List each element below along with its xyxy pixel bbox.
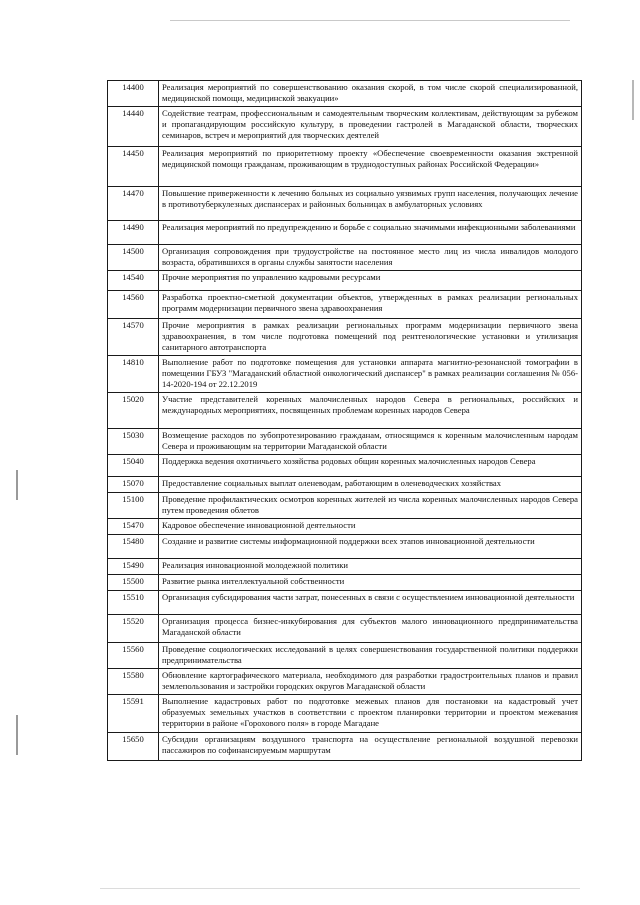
row-code-cell: 14560: [108, 291, 159, 319]
row-description-cell: Реализация мероприятий по предупреждению и борьбе с социально значимыми инфекционными заболеваниями: [159, 221, 582, 245]
row-code-cell: 15650: [108, 733, 159, 761]
row-description-cell: Реализация мероприятий по приоритетному проекту «Обеспечение своевременности оказания экстренной медицинской помощи гражданам, проживающим в труднодоступных районах Российской Федерации»: [159, 147, 582, 187]
table-row: [108, 493, 582, 519]
table-row: [108, 615, 582, 643]
table-row: [108, 356, 582, 393]
scan-artifact-left-edge: [16, 470, 18, 500]
table-row: [108, 477, 582, 493]
table-row: [108, 643, 582, 669]
row-description-cell: Проведение социологических исследований в целях совершенствования государственной политики поддержки предпринимательства: [159, 643, 582, 669]
row-code-cell: 15510: [108, 591, 159, 615]
row-description-cell: Кадровое обеспечение инновационной деятельности: [159, 519, 582, 535]
row-code-cell: 15030: [108, 429, 159, 455]
row-description-cell: Реализация инновационной молодежной политики: [159, 559, 582, 575]
row-code-cell: 14490: [108, 221, 159, 245]
table-row: [108, 221, 582, 245]
row-code-cell: 15070: [108, 477, 159, 493]
row-code-cell: 15580: [108, 669, 159, 695]
scan-artifact-bottom-line: [100, 888, 580, 889]
row-code-cell: 14540: [108, 271, 159, 291]
table-row: [108, 455, 582, 477]
row-description-cell: Выполнение работ по подготовке помещения для установки аппарата магнитно-резонансной томографии в помещении ГБУЗ "Магаданский областной онкологический диспансер" в рамках реализации соглашения № 056-14-2020-194 от 22.12.2019: [159, 356, 582, 393]
table-row: [108, 291, 582, 319]
table-row: [108, 271, 582, 291]
row-code-cell: 14500: [108, 245, 159, 271]
table-row: [108, 187, 582, 221]
table-row: [108, 81, 582, 107]
row-description-cell: Создание и развитие системы информационной поддержки всех этапов инновационной деятельности: [159, 535, 582, 559]
row-description-cell: Выполнение кадастровых работ по подготовке межевых планов для постановки на кадастровый учет образуемых земельных участков в соответствии с проектом планировки территории и проектом межевания территории в районе «Горохового поля» в городе Магадане: [159, 695, 582, 733]
table-row: [108, 429, 582, 455]
row-code-cell: 15520: [108, 615, 159, 643]
table-row: [108, 147, 582, 187]
row-description-cell: Реализация мероприятий по совершенствованию оказания скорой, в том числе скорой специализированной, медицинской помощи, медицинской эвакуации»: [159, 81, 582, 107]
table-row: [108, 559, 582, 575]
table-row: [108, 575, 582, 591]
row-description-cell: Субсидии организациям воздушного транспорта на осуществление региональной воздушной перевозки пассажиров по софинансируемым маршрутам: [159, 733, 582, 761]
row-description-cell: Прочие мероприятия в рамках реализации региональных программ модернизации первичного звена здравоохранения, в том числе подготовка помещений под рентгенологические установки и утилизация санитарного автотранспорта: [159, 319, 582, 356]
row-description-cell: Проведение профилактических осмотров коренных жителей из числа коренных малочисленных народов Севера путем проведения облетов: [159, 493, 582, 519]
table-row: [108, 535, 582, 559]
row-code-cell: 14400: [108, 81, 159, 107]
row-code-cell: 15020: [108, 393, 159, 429]
row-description-cell: Повышение приверженности к лечению больных из социально уязвимых групп населения, получающих лечение в противотуберкулезных диспансерах и районных больницах в амбулаторных условиях: [159, 187, 582, 221]
row-description-cell: Организация сопровождения при трудоустройстве на постоянное место лиц из числа инвалидов молодого возраста, обратившихся в органы службы занятости населения: [159, 245, 582, 271]
row-code-cell: 14440: [108, 107, 159, 147]
row-description-cell: Развитие рынка интеллектуальной собственности: [159, 575, 582, 591]
table-row: [108, 393, 582, 429]
scan-artifact-top-line: [170, 20, 570, 21]
row-code-cell: 15480: [108, 535, 159, 559]
row-code-cell: 14470: [108, 187, 159, 221]
row-code-cell: 14450: [108, 147, 159, 187]
row-description-cell: Поддержка ведения охотничьего хозяйства родовых общин коренных малочисленных народов Севера: [159, 455, 582, 477]
table-row: [108, 519, 582, 535]
row-description-cell: Предоставление социальных выплат оленеводам, работающим в оленеводческих хозяйствах: [159, 477, 582, 493]
row-description-cell: Участие представителей коренных малочисленных народов Севера в региональных, российских и международных мероприятиях, посвященных проблемам коренных народов Севера: [159, 393, 582, 429]
row-code-cell: 15490: [108, 559, 159, 575]
row-code-cell: 15500: [108, 575, 159, 591]
row-code-cell: 15591: [108, 695, 159, 733]
row-description-cell: Содействие театрам, профессиональным и самодеятельным творческим коллективам, действующим за рубежом и пропагандирующим российскую культуру, в проведении гастролей в Магаданской области, творческих семинаров, встреч и мероприятий для творческих деятелей: [159, 107, 582, 147]
row-description-cell: Прочие мероприятия по управлению кадровыми ресурсами: [159, 271, 582, 291]
table-row: [108, 669, 582, 695]
scan-artifact-left-edge-lower: [16, 715, 18, 755]
table-body: [108, 81, 582, 761]
table-row: [108, 107, 582, 147]
row-code-cell: 15040: [108, 455, 159, 477]
row-description-cell: Возмещение расходов по зубопротезированию гражданам, относящимся к коренным малочисленным народам Севера и проживающим на территории Магаданской области: [159, 429, 582, 455]
row-code-cell: 15560: [108, 643, 159, 669]
row-code-cell: 14570: [108, 319, 159, 356]
row-description-cell: Организация субсидирования части затрат, понесенных в связи с осуществлением инновационной деятельности: [159, 591, 582, 615]
row-description-cell: Разработка проектно-сметной документации объектов, утвержденных в рамках реализации региональных программ модернизации первичного звена здравоохранения: [159, 291, 582, 319]
table-row: [108, 733, 582, 761]
table-row: [108, 245, 582, 271]
row-code-cell: 15470: [108, 519, 159, 535]
row-code-cell: 14810: [108, 356, 159, 393]
table-row: [108, 695, 582, 733]
row-description-cell: Обновление картографического материала, необходимого для разработки градостроительных планов и правил землепользования и застройки городских округов Магаданской области: [159, 669, 582, 695]
table-row: [108, 319, 582, 356]
expense-codes-table: [107, 80, 582, 761]
row-description-cell: Организация процесса бизнес-инкубирования для субъектов малого инновационного предпринимательства Магаданской области: [159, 615, 582, 643]
table-row: [108, 591, 582, 615]
row-code-cell: 15100: [108, 493, 159, 519]
scan-artifact-right-edge: [632, 80, 634, 120]
